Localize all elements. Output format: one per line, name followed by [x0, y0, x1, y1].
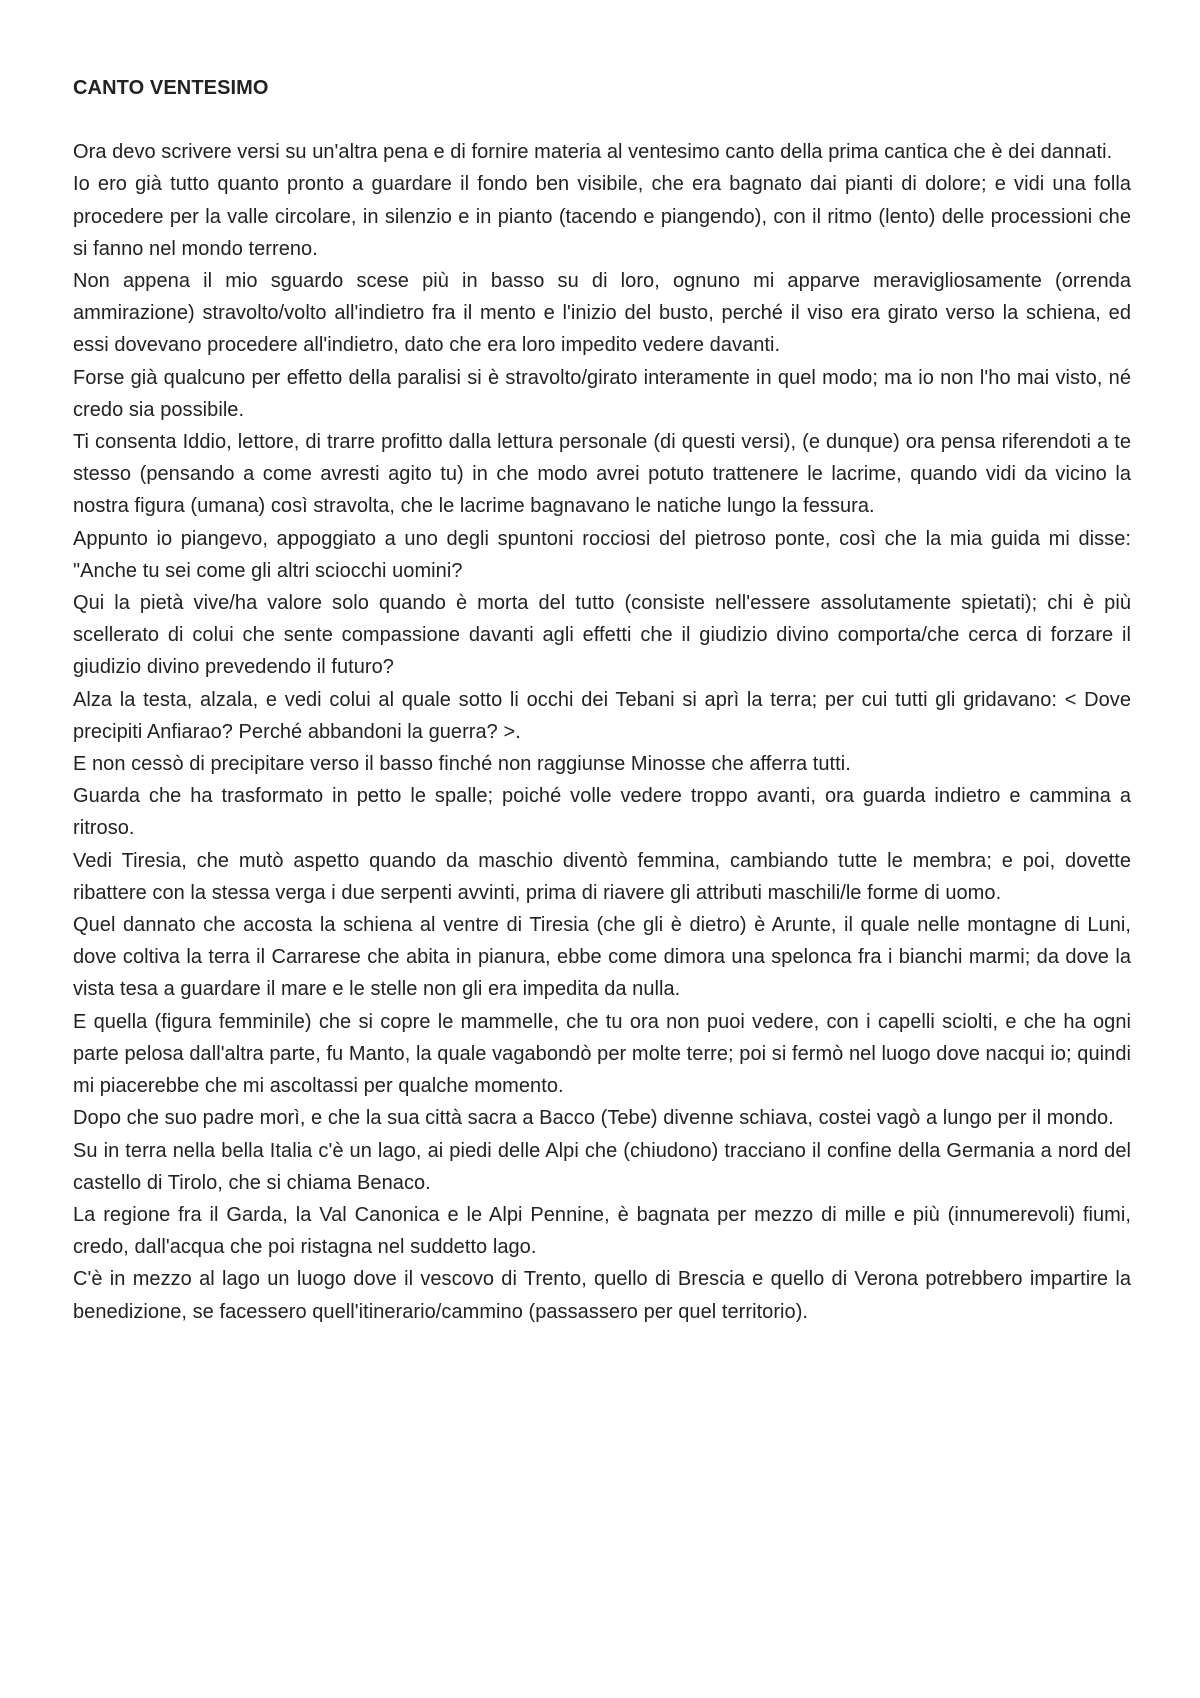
paragraph: Vedi Tiresia, che mutò aspetto quando da maschio diventò femmina, cambiando tutte le membra; e poi, dovette ribattere con la stessa verga i due serpenti avvinti, prima di riavere gli attributi maschili/le forme di uomo.: [73, 849, 1131, 904]
paragraph: Guarda che ha trasformato in petto le spalle; poiché volle vedere troppo avanti, ora guarda indietro e cammina a ritroso.: [73, 785, 1131, 840]
document-body: [73, 136, 1131, 1328]
paragraph: Qui la pietà vive/ha valore solo quando è morta del tutto (consiste nell'essere assolutamente spietati); chi è più scellerato di colui che sente compassione davanti agli effetti che il giudizio divino comporta/che cerca di forzare il giudizio divino prevedendo il futuro?: [73, 592, 1131, 679]
paragraph: Appunto io piangevo, appoggiato a uno degli spuntoni rocciosi del pietroso ponte, così che la mia guida mi disse: "Anche tu sei come gli altri sciocchi uomini?: [73, 527, 1131, 582]
paragraph: E non cessò di precipitare verso il basso finché non raggiunse Minosse che afferra tutti.: [73, 753, 851, 776]
paragraph: Su in terra nella bella Italia c'è un lago, ai piedi delle Alpi che (chiudono) tracciano il confine della Germania a nord del castello di Tirolo, che si chiama Benaco.: [73, 1139, 1131, 1194]
paragraph: Quel dannato che accosta la schiena al ventre di Tiresia (che gli è dietro) è Arunte, il quale nelle montagne di Luni, dove coltiva la terra il Carrarese che abita in pianura, ebbe come dimora una spelonca fra i bianchi marmi; da dove la vista tesa a guardare il mare e le stelle non gli era impedita da nulla.: [73, 914, 1131, 1001]
paragraph: Ti consenta Iddio, lettore, di trarre profitto dalla lettura personale (di questi versi), (e dunque) ora pensa riferendoti a te stesso (pensando a come avresti agito tu) in che modo avrei potuto trattenere le lacrime, quando vidi da vicino la nostra figura (umana) così stravolta, che le lacrime bagnavano le natiche lungo la fessura.: [73, 431, 1131, 518]
paragraph: La regione fra il Garda, la Val Canonica e le Alpi Pennine, è bagnata per mezzo di mille e più (innumerevoli) fiumi, credo, dall'acqua che poi ristagna nel suddetto lago.: [73, 1203, 1131, 1259]
paragraph: Non appena il mio sguardo scese più in basso su di loro, ognuno mi apparve meravigliosamente (orrenda ammirazione) stravolto/volto all'indietro fra il mento e l'inizio del busto, perché il viso era girato verso la schiena, ed essi dovevano procedere all'indietro, dato che era loro impedito vedere davanti.: [73, 270, 1131, 357]
document-title: CANTO VENTESIMO: [73, 77, 269, 99]
paragraph: Forse già qualcuno per effetto della paralisi si è stravolto/girato interamente in quel modo; ma io non l'ho mai visto, né credo sia possibile.: [73, 366, 1131, 421]
paragraph: Alza la testa, alzala, e vedi colui al quale sotto li occhi dei Tebani si aprì la terra; per cui tutti gli gridavano: < Dove precipiti Anfiarao? Perché abbandoni la guerra? >.: [73, 688, 1131, 743]
paragraph: E quella (figura femminile) che si copre le mammelle, che tu ora non puoi vedere, con i capelli sciolti, e che ha ogni parte pelosa dall'altra parte, fu Manto, la quale vagabondò per molte terre; poi si fermò nel luogo dove nacqui io; quindi mi piacerebbe che mi ascoltassi per qualche momento.: [73, 1010, 1131, 1098]
document-page: [73, 72, 1131, 1328]
paragraph: C'è in mezzo al lago un luogo dove il vescovo di Trento, quello di Brescia e quello di Verona potrebbero impartire la benedizione, se facessero quell'itinerario/cammino (passassero per quel territorio).: [73, 1268, 1131, 1323]
paragraph: Io ero già tutto quanto pronto a guardare il fondo ben visibile, che era bagnato dai pianti di dolore; e vidi una folla procedere per la valle circolare, in silenzio e in pianto (tacendo e piangendo), con il ritmo (lento) delle processioni che si fanno nel mondo terreno.: [73, 173, 1131, 260]
paragraph: Dopo che suo padre morì, e che la sua città sacra a Bacco (Tebe) divenne schiava, costei vagò a lungo per il mondo.: [73, 1107, 1114, 1130]
paragraph: Ora devo scrivere versi su un'altra pena e di fornire materia al ventesimo canto della prima cantica che è dei dannati.: [73, 141, 1113, 164]
